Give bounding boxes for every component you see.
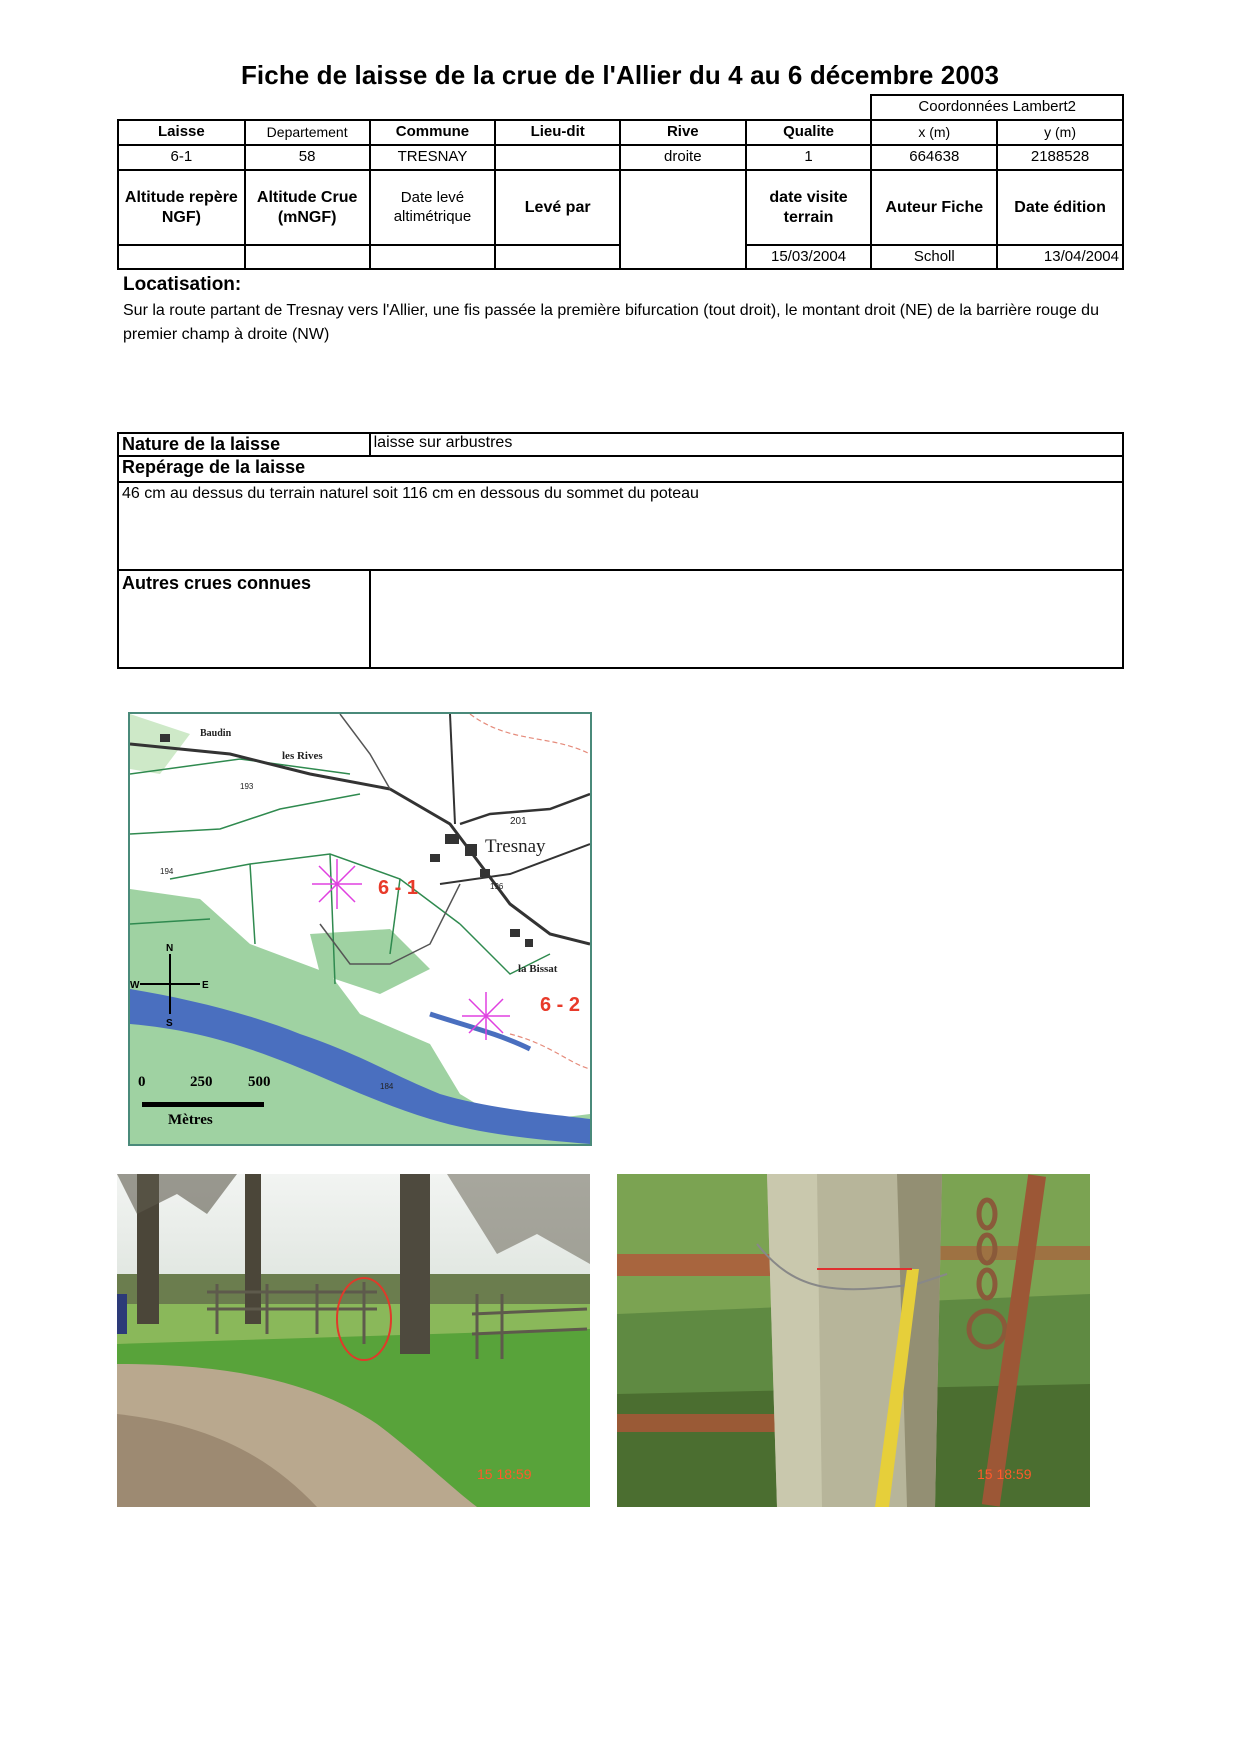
header-qualite: Qualite [746,120,872,145]
empty-rive-cell [620,170,746,269]
label-altitude: 193 [240,782,254,791]
boundary-line [470,714,590,754]
building [430,854,440,862]
header-departement: Departement [245,120,370,145]
label-baudin: Baudin [200,728,232,739]
label-point-6-2: 6 - 2 [540,994,581,1016]
road [450,714,455,824]
autres-crues-value [370,570,1123,668]
localisation-title: Locatisation: [123,274,242,295]
header-leve-par: Levé par [495,170,620,245]
building [525,939,533,947]
header-date-edition: Date édition [997,170,1123,245]
header-altitude-repere: Altitude repère NGF) [118,170,245,245]
label-la-bissat: la Bissat [518,963,558,975]
svg-text:W: W [130,980,140,991]
svg-text:Mètres: Mètres [168,1112,213,1128]
header-date-leve: Date levé altimétrique [370,170,496,245]
field-line [130,794,360,834]
photo-poteau [617,1174,1090,1507]
building [510,929,520,937]
value-rive: droite [620,145,746,170]
marker-6-1 [312,859,362,909]
value-commune: TRESNAY [370,145,496,170]
value-auteur: Scholl [871,245,997,269]
building [445,834,459,844]
photo-timestamp: 15 18:59 [477,1466,532,1482]
svg-text:500: 500 [248,1074,271,1090]
label-point-6-1: 6 - 1 [378,877,419,899]
header-altitude-crue: Altitude Crue (mNGF) [245,170,370,245]
label-altitude: 201 [510,816,527,827]
label-altitude: 184 [380,1082,394,1091]
value-date-visite: 15/03/2004 [746,245,872,269]
reperage-label: Repérage de la laisse [118,456,370,482]
value-y: 2188528 [997,145,1123,170]
header-date-visite: date visite terrain [746,170,872,245]
reperage-empty [370,456,1123,482]
svg-text:250: 250 [190,1074,213,1090]
label-tresnay: Tresnay [485,836,546,857]
header-laisse: Laisse [118,120,245,145]
map-svg [130,714,590,1144]
coords-header: Coordonnées Lambert2 [871,95,1123,120]
label-altitude: 196 [490,882,504,891]
photo-barriere [117,1174,590,1507]
svg-text:N: N [166,943,174,954]
location-map [128,712,592,1146]
value-departement: 58 [245,145,370,170]
photo-timestamp: 15 18:59 [977,1466,1032,1482]
reperage-text: 46 cm au dessus du terrain naturel soit 116 cm en dessous du sommet du poteau [118,482,1123,570]
building [160,734,170,742]
value-lieu-dit [495,145,620,170]
value-date-leve [370,245,496,269]
road [340,714,390,789]
svg-text:0: 0 [138,1074,146,1090]
nature-label: Nature de la laisse [118,433,370,456]
header-auteur-fiche: Auteur Fiche [871,170,997,245]
header-table [117,94,1124,270]
page-title: Fiche de laisse de la crue de l'Allier du 4 au 6 décembre 2003 [240,60,1000,90]
label-les-rives: les Rives [282,750,323,762]
value-altitude-crue [245,245,370,269]
localisation-text: Sur la route partant de Tresnay vers l'Allier, une fis passée la première bifurcation (tout droit), le montant droit (NE) de la barrière rouge du premier champ à droite (NW) [123,302,1099,343]
nature-value: laisse sur arbustres [370,433,1123,456]
value-qualite: 1 [746,145,872,170]
label-altitude: 194 [160,867,174,876]
value-leve-par [495,245,620,269]
river-channel [430,1014,530,1049]
building [480,869,490,877]
header-y: y (m) [997,120,1123,145]
header-commune: Commune [370,120,496,145]
svg-text:E: E [202,980,209,991]
field-line [250,864,255,944]
building [465,844,477,856]
value-date-edition: 13/04/2004 [997,245,1123,269]
header-x: x (m) [871,120,997,145]
value-x: 664638 [871,145,997,170]
header-lieu-dit: Lieu-dit [495,120,620,145]
boundary-line [510,1034,590,1069]
marker-6-2 [462,992,510,1040]
autres-crues-label: Autres crues connues [118,570,370,668]
svg-text:S: S [166,1018,173,1029]
value-altitude-repere [118,245,245,269]
header-rive: Rive [620,120,746,145]
value-laisse: 6-1 [118,145,245,170]
details-table [117,432,1124,669]
